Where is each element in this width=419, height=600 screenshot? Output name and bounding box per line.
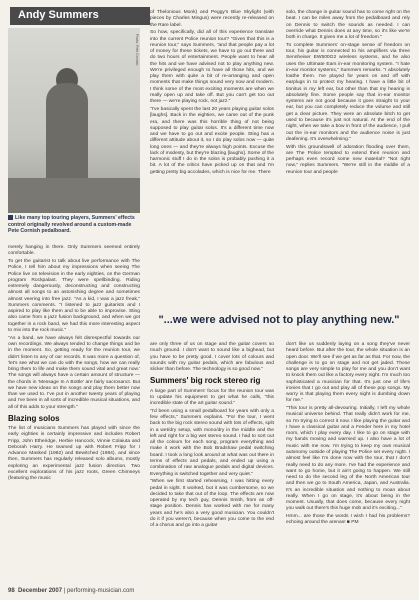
section-header — [10, 7, 150, 25]
page-number: 98 — [8, 588, 15, 594]
photo-credit: Photo: Pete Cornish — [135, 34, 139, 66]
paragraph: of Thelonious Monk) and Peggy's Blue Skylight (with pieces by Charles Mingus) were recently re-released on the Rare label. — [150, 10, 274, 28]
paragraph: solo, the change in guitar sound has to come right on the beat. I can be miles away from the pedalboard and rely on Dennis to switch the sounds as needed. I can override what Dennis does at any time, so it's like we're both in charge. It gives me a lot of freedom." — [286, 10, 410, 41]
paragraph: Hmm... are those the words I wish I had his problems? echoing around the arenas! ■ PM — [286, 514, 410, 526]
column-3-lower — [286, 342, 410, 528]
subheading: Blazing solos — [8, 413, 60, 423]
photo-caption: Like many top touring players, Summers' effects control originally revolved around a custom-made Pete Cornish pedalboard. — [8, 215, 135, 234]
paragraph: So how, specifically, did all of this experience translate into the current Police reunion tour? "Given that this is a reunion tour," says Summers, "and that people pay a lot of money for these tickets, we have to go out there and do two hours of entertainment. People want to hear all the hits and we have advised not to play anything new. We're privileged enough to have all those hits, and we play them with quite a bit of re-arranging and open moments that make things sound very now and modern. I think some of the most exciting moments are when we really open up and take off. But you can't get too out there — we're playing rock, not jazz." — [150, 30, 274, 105]
paragraph: "When we first started rehearsing, I was hitting every pedal in sight. It worked, but it was cumbersome, so we decided to take that out of the loop. The effects are now operated by my tech guy, Dennis Smith, from an off-stage position. Dennis has worked with me for many years and he's also a very good musician. You couldn't do it if you weren't, because when you come to the end of a chorus and go into a guitar — [150, 479, 274, 529]
site-url: performing-musician.com — [66, 588, 135, 594]
page-footer: 98 December 2007 | performing-musician.com — [8, 588, 135, 594]
paragraph: "I'd been using a small pedalboard for years with only a few effects," Summers explains. "For the tour, I went back to the big rock stereo sound with lots of effects, split in a wet/dry setup, with mono/dry in the middle and the left and right for a big wet stereo sound. I had to sort out all the colours for each song, program everything and make it work with the Bob Bradshaw pedal switching board. I took a long look around at what was out there in terms of effects and pedals, and ended up using a combination of raw analogue pedals and digital devices. Everything is switched together and very quiet." — [150, 408, 274, 477]
caption-square-icon — [8, 215, 13, 220]
section-title: Andy Summers — [18, 9, 99, 21]
column-3 — [286, 10, 410, 177]
paragraph: The list of musicians Summers has played with since the early eighties is certainly impressive and includes Robert Fripp, John Etheridge, Herbie Hancock, Vinnie Colaiuta and Deborah Harry. He teamed up with Robert Fripp for I Advance Masked (1982) and Bewitched (1984), and since then, Summers has regularly released solo albums, mostly exploring an experimental jazz fusion direction. Two excellent explorations of his jazz roots, Green Chimneys (featuring the music — [8, 426, 140, 482]
paragraph: To get the guitarist to talk about live performance with The Police, I tell him about my impressions when seeing The Police live on television in the early eighties, on the German program Rockpalast. They were spellbinding. Riding extremely dangerously, deconstructing and constructing almost all songs to an astonishing degree and sometimes almost veering into free jazz. "As a kid, I was a jazz freak," Summers comments. "I listened to jazz guitarists and I aspired to play like them and to be able to improvise. Sting also came from a jazz fusion background, and when we got together in a rock band, we had this more interesting aspect to mix into the rock music." — [8, 259, 140, 333]
paragraph: merely hanging in there. Only Summers seemed entirely comfortable. — [8, 245, 140, 257]
concert-photo — [8, 28, 140, 213]
paragraph: To complete Summers' on-stage sense of freedom on tour, his guitar is connected to his amplifiers via three Sennheiser EW500G2 wireless systems, and he also uses the Ultimate Ears in-ear monitoring system. "I hate in-ear monitor systems," Summers remarks. "I absolutely loathe them. I've played for years on and off with earplugs in to protect my hearing. I have a little bit of tinnitus in my left ear, but other than that my hearing is absolutely fine. Some people say that in-ear monitor systems are not good because it goes straight to your ear, but you can completely reduce the volume and still get a clear picture. They were an absolute bitch to get used to because it's just not natural. At the end of the night, when we take a bow in front of the audience, I pull out the in-ear monitors and the audience noise is just deafening. It's overwhelming." — [286, 42, 410, 142]
paragraph: With this groundswell of adoration flooding over them, are The Police tempted to extend their reunion and perhaps even record some new material? "Not right now," replies Summers. "We're still in the middle of a reunion tour and people — [286, 144, 410, 175]
column-2-lower — [150, 342, 274, 531]
column-1 — [8, 245, 140, 484]
paragraph: "As a band, we have always felt disrespectful towards our own recordings. We always tended to change things and be in the moment. So, getting ready for the reunion tour, we didn't listen to any of our records. It was more a question of, 'let's see what we can do with the songs, how we can really bring them to life and make them sound vital and great now.' The songs will always have a certain amount of structure — the chords in 'Message In A Bottle' are fairly sacrosanct. But we have new ideas on the songs and play them better now than we used to. I've put in another twenty years of playing and I've been in all sorts of incredible musical situations, and all of this adds to your strength." — [8, 335, 140, 410]
pull-quote: "...we were advised not to play anything new." — [158, 314, 400, 326]
paragraph: "I've basically spent the last 20 years playing guitar solos [laughs]. Back in the eighties, we came out of the punk era, and there was this horrible thing of not being supposed to play guitar solos. It's a different time now and we have to go out and excite people. Sting has a different attitude about it, so I do play solos now — quite long ones — and they're always high points. Excuse the lack of modesty, but they're blazing [laughs]. Some of the harmonic stuff I do in the solos is probably pushing it a bit. A lot of the critics have picked up on that and I'm getting pretty big accolades, which is nice for me. There — [150, 106, 274, 175]
issue-date: December 2007 — [18, 588, 63, 594]
column-2 — [150, 10, 274, 177]
paragraph: don't like us suddenly laying on a song they've never heard before. But after the tour, the whole situation is an open door. We'll see if we get as far as that. For now, the challenge is to go on stage and not get jaded. These songs are very simple to play for me and you don't want to knock them out like a factory every night. I'm much too sophisticated a musician for that. It's just one of life's ironies that I go out and play all of these pop songs. My worry is that playing them every night is dumbing down for me." — [286, 342, 410, 404]
crowd-silhouette — [8, 178, 140, 213]
subheading: Summers' big rock stereo rig — [150, 376, 261, 386]
paragraph: are only three of us on stage and the guitar covers so much ground. I don't want to sound like a bighead, but you have to be pretty good. I cover lots of colours and sounds with my guitar pedals, which are fabulous and slicker than before. The technology is so good now." — [150, 342, 274, 373]
paragraph: "This tour is pretty all-devouring. Initially, I left my whole musical universe behind. That really didn't work for me, so I'm trying to correct it now. I like playing the guitar and I have a classical guitar and a Fender here in my hotel room, which I play every day. I like to go on stage with my hands moving and warmed up. I also have a lot of music with me now. I'm trying to keep my own musical autonomy outside of playing The Police set every night. I almost feel like I'm done now with the tour, that I don't really need to do any more. I've had the experience and want to go home, but it ain't going to happen. We still need to do the second leg of the North American tour and then we go to South America, Japan, and Australia. It's an incredible situation and nothing to moan about really. When I go on stage, it's about being in the moment. Usually, that does come, because every night you walk out there's this huge mob and it's exciting..." — [286, 406, 410, 512]
paragraph: A large part of Summers' focus for the reunion tour was to update his equipment to get what he calls, "this incredible state of the art guitar sound." — [150, 388, 274, 407]
